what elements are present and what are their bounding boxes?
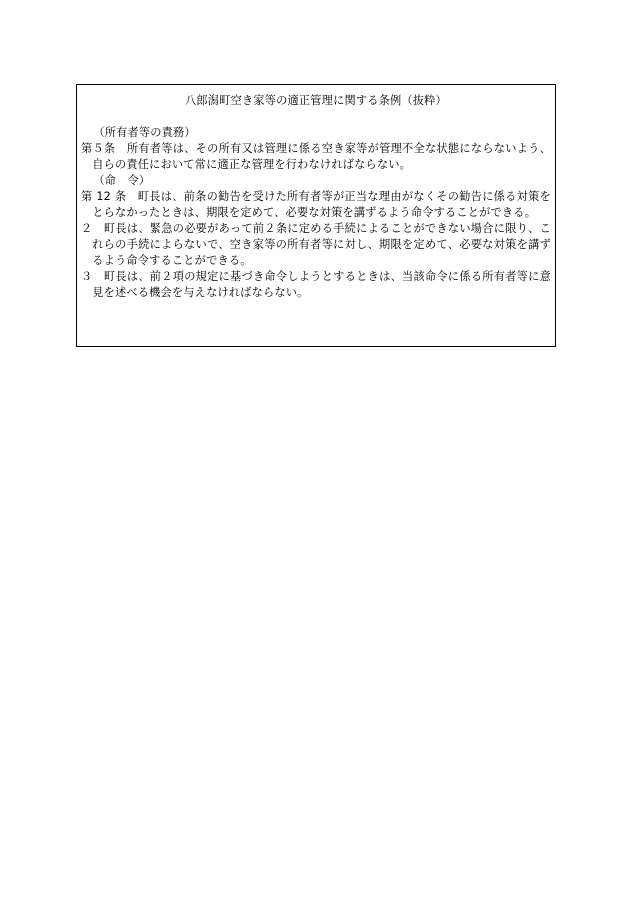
article-12-paragraph-3: ３ 町長は、前２項の規定に基づき命令しようとするときは、当該命令に係る所有者等に意見を述べる機会を与えなければならない。	[81, 270, 551, 299]
ordinance-excerpt-box	[76, 84, 556, 347]
section-heading-order: （命 令）	[93, 174, 151, 187]
article-12: 第 12 条 町長は、前条の勧告を受けた所有者等が正当な理由がなくその勧告に係る対策をとらなかったときは、期限を定めて、必要な対策を講ずるよう命令することができる。	[81, 190, 551, 219]
article-5: 第５条 所有者等は、その所有又は管理に係る空き家等が管理不全な状態にならないよう、自らの責任において常に適正な管理を行わなければならない。	[81, 142, 551, 171]
document-title: 八郎潟町空き家等の適正管理に関する条例（抜粋）	[185, 94, 447, 107]
section-heading-owner-duties: （所有者等の責務）	[93, 126, 196, 139]
article-12-paragraph-2: ２ 町長は、緊急の必要があって前２条に定める手続によることができない場合に限り、これらの手続によらないで、空き家等の所有者等に対し、期限を定めて、必要な対策を講ずるよう命令することができる。	[81, 222, 551, 267]
spacer	[81, 109, 551, 125]
